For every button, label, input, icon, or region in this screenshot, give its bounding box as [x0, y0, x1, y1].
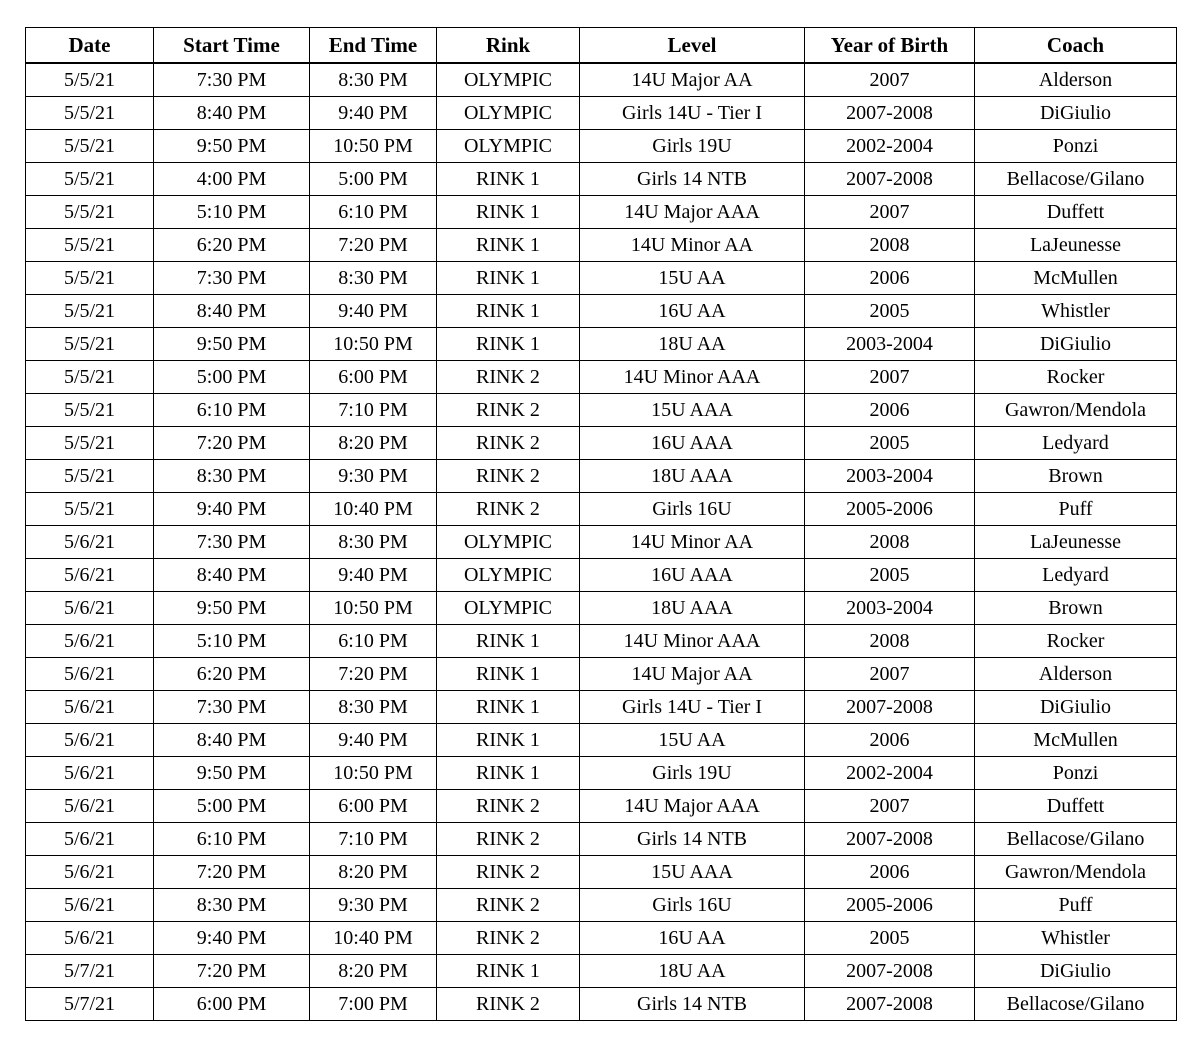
- cell-end-time: 8:30 PM: [310, 691, 437, 724]
- table-body: [26, 63, 1177, 1021]
- cell-date: 5/6/21: [26, 856, 154, 889]
- cell-end-time: 6:10 PM: [310, 196, 437, 229]
- cell-coach: Ledyard: [975, 559, 1177, 592]
- table-row: [26, 262, 1177, 295]
- cell-year-of-birth: 2006: [805, 724, 975, 757]
- cell-rink: OLYMPIC: [437, 526, 580, 559]
- cell-start-time: 6:10 PM: [154, 394, 310, 427]
- cell-end-time: 7:10 PM: [310, 823, 437, 856]
- table-header: [26, 28, 1177, 64]
- cell-start-time: 9:50 PM: [154, 130, 310, 163]
- table-row: [26, 592, 1177, 625]
- table-row: [26, 427, 1177, 460]
- cell-year-of-birth: 2005: [805, 922, 975, 955]
- cell-year-of-birth: 2007-2008: [805, 823, 975, 856]
- cell-year-of-birth: 2005: [805, 295, 975, 328]
- cell-level: 18U AAA: [580, 592, 805, 625]
- cell-rink: RINK 1: [437, 724, 580, 757]
- cell-date: 5/6/21: [26, 724, 154, 757]
- cell-end-time: 8:30 PM: [310, 526, 437, 559]
- cell-start-time: 7:30 PM: [154, 262, 310, 295]
- cell-coach: Duffett: [975, 196, 1177, 229]
- cell-year-of-birth: 2003-2004: [805, 592, 975, 625]
- table-row: [26, 63, 1177, 97]
- table-row: [26, 328, 1177, 361]
- table-row: [26, 823, 1177, 856]
- cell-coach: Bellacose/Gilano: [975, 163, 1177, 196]
- cell-year-of-birth: 2007: [805, 658, 975, 691]
- cell-level: 16U AA: [580, 295, 805, 328]
- cell-rink: RINK 2: [437, 394, 580, 427]
- cell-rink: RINK 2: [437, 988, 580, 1021]
- cell-end-time: 8:30 PM: [310, 63, 437, 97]
- cell-start-time: 7:30 PM: [154, 526, 310, 559]
- cell-end-time: 9:40 PM: [310, 295, 437, 328]
- cell-year-of-birth: 2007-2008: [805, 97, 975, 130]
- cell-date: 5/6/21: [26, 757, 154, 790]
- cell-rink: RINK 2: [437, 460, 580, 493]
- cell-rink: RINK 2: [437, 790, 580, 823]
- cell-start-time: 8:30 PM: [154, 460, 310, 493]
- cell-start-time: 6:00 PM: [154, 988, 310, 1021]
- cell-end-time: 7:10 PM: [310, 394, 437, 427]
- schedule-document: [25, 27, 1176, 1021]
- table-row: [26, 394, 1177, 427]
- cell-rink: RINK 2: [437, 427, 580, 460]
- cell-end-time: 10:50 PM: [310, 130, 437, 163]
- table-row: [26, 988, 1177, 1021]
- table-row: [26, 889, 1177, 922]
- cell-date: 5/5/21: [26, 493, 154, 526]
- cell-end-time: 9:40 PM: [310, 97, 437, 130]
- cell-coach: Brown: [975, 592, 1177, 625]
- cell-date: 5/7/21: [26, 955, 154, 988]
- cell-end-time: 6:00 PM: [310, 361, 437, 394]
- cell-start-time: 9:50 PM: [154, 328, 310, 361]
- cell-level: Girls 14 NTB: [580, 823, 805, 856]
- cell-rink: RINK 1: [437, 955, 580, 988]
- cell-coach: McMullen: [975, 262, 1177, 295]
- cell-end-time: 8:20 PM: [310, 856, 437, 889]
- cell-rink: RINK 1: [437, 196, 580, 229]
- cell-year-of-birth: 2008: [805, 526, 975, 559]
- cell-end-time: 8:20 PM: [310, 955, 437, 988]
- cell-start-time: 6:20 PM: [154, 229, 310, 262]
- cell-date: 5/6/21: [26, 625, 154, 658]
- cell-rink: RINK 1: [437, 163, 580, 196]
- cell-start-time: 7:20 PM: [154, 856, 310, 889]
- cell-end-time: 10:50 PM: [310, 328, 437, 361]
- cell-end-time: 6:10 PM: [310, 625, 437, 658]
- cell-start-time: 9:40 PM: [154, 493, 310, 526]
- cell-level: Girls 19U: [580, 757, 805, 790]
- cell-level: Girls 14U - Tier I: [580, 691, 805, 724]
- cell-level: 14U Major AAA: [580, 196, 805, 229]
- cell-rink: RINK 1: [437, 691, 580, 724]
- cell-end-time: 5:00 PM: [310, 163, 437, 196]
- cell-date: 5/6/21: [26, 691, 154, 724]
- cell-date: 5/5/21: [26, 262, 154, 295]
- cell-rink: RINK 1: [437, 229, 580, 262]
- cell-start-time: 8:40 PM: [154, 97, 310, 130]
- cell-coach: McMullen: [975, 724, 1177, 757]
- cell-start-time: 7:20 PM: [154, 427, 310, 460]
- cell-year-of-birth: 2007-2008: [805, 691, 975, 724]
- header-coach: Coach: [975, 28, 1177, 64]
- cell-rink: RINK 2: [437, 823, 580, 856]
- table-row: [26, 163, 1177, 196]
- cell-year-of-birth: 2006: [805, 262, 975, 295]
- table-row: [26, 625, 1177, 658]
- cell-coach: Brown: [975, 460, 1177, 493]
- cell-coach: Gawron/Mendola: [975, 394, 1177, 427]
- cell-start-time: 7:30 PM: [154, 63, 310, 97]
- cell-date: 5/5/21: [26, 394, 154, 427]
- cell-coach: Alderson: [975, 658, 1177, 691]
- cell-end-time: 10:50 PM: [310, 757, 437, 790]
- header-rink: Rink: [437, 28, 580, 64]
- cell-level: Girls 16U: [580, 493, 805, 526]
- cell-date: 5/5/21: [26, 130, 154, 163]
- cell-date: 5/5/21: [26, 328, 154, 361]
- header-start-time: Start Time: [154, 28, 310, 64]
- cell-coach: Bellacose/Gilano: [975, 823, 1177, 856]
- cell-year-of-birth: 2007: [805, 790, 975, 823]
- cell-coach: DiGiulio: [975, 328, 1177, 361]
- cell-year-of-birth: 2002-2004: [805, 130, 975, 163]
- table-row: [26, 130, 1177, 163]
- cell-rink: OLYMPIC: [437, 63, 580, 97]
- table-row: [26, 658, 1177, 691]
- header-row: [26, 28, 1177, 64]
- cell-level: 14U Minor AAA: [580, 361, 805, 394]
- cell-coach: Duffett: [975, 790, 1177, 823]
- cell-level: 15U AAA: [580, 856, 805, 889]
- cell-coach: Rocker: [975, 361, 1177, 394]
- cell-coach: DiGiulio: [975, 955, 1177, 988]
- cell-start-time: 9:50 PM: [154, 757, 310, 790]
- cell-year-of-birth: 2008: [805, 625, 975, 658]
- cell-year-of-birth: 2005-2006: [805, 889, 975, 922]
- table-row: [26, 691, 1177, 724]
- table-row: [26, 229, 1177, 262]
- cell-date: 5/6/21: [26, 658, 154, 691]
- cell-rink: RINK 2: [437, 856, 580, 889]
- cell-level: Girls 16U: [580, 889, 805, 922]
- cell-start-time: 8:40 PM: [154, 724, 310, 757]
- cell-end-time: 6:00 PM: [310, 790, 437, 823]
- cell-year-of-birth: 2007: [805, 63, 975, 97]
- header-date: Date: [26, 28, 154, 64]
- cell-level: 18U AAA: [580, 460, 805, 493]
- header-level: Level: [580, 28, 805, 64]
- table-row: [26, 955, 1177, 988]
- cell-date: 5/5/21: [26, 196, 154, 229]
- cell-date: 5/5/21: [26, 295, 154, 328]
- cell-start-time: 6:10 PM: [154, 823, 310, 856]
- cell-level: 18U AA: [580, 328, 805, 361]
- cell-coach: DiGiulio: [975, 691, 1177, 724]
- cell-level: 15U AA: [580, 262, 805, 295]
- cell-coach: Rocker: [975, 625, 1177, 658]
- cell-level: 16U AA: [580, 922, 805, 955]
- cell-year-of-birth: 2002-2004: [805, 757, 975, 790]
- cell-year-of-birth: 2008: [805, 229, 975, 262]
- cell-coach: Alderson: [975, 63, 1177, 97]
- cell-level: 14U Minor AAA: [580, 625, 805, 658]
- cell-year-of-birth: 2005: [805, 559, 975, 592]
- cell-level: 14U Major AA: [580, 658, 805, 691]
- cell-coach: Whistler: [975, 922, 1177, 955]
- cell-date: 5/5/21: [26, 361, 154, 394]
- cell-date: 5/6/21: [26, 922, 154, 955]
- cell-level: Girls 14U - Tier I: [580, 97, 805, 130]
- cell-rink: RINK 1: [437, 262, 580, 295]
- cell-level: 18U AA: [580, 955, 805, 988]
- cell-date: 5/7/21: [26, 988, 154, 1021]
- cell-start-time: 5:10 PM: [154, 625, 310, 658]
- cell-start-time: 8:40 PM: [154, 295, 310, 328]
- table-row: [26, 856, 1177, 889]
- cell-date: 5/6/21: [26, 592, 154, 625]
- table-row: [26, 295, 1177, 328]
- table-row: [26, 493, 1177, 526]
- cell-start-time: 8:40 PM: [154, 559, 310, 592]
- cell-level: Girls 19U: [580, 130, 805, 163]
- cell-end-time: 7:00 PM: [310, 988, 437, 1021]
- cell-coach: Ledyard: [975, 427, 1177, 460]
- cell-year-of-birth: 2007-2008: [805, 163, 975, 196]
- table-row: [26, 724, 1177, 757]
- cell-year-of-birth: 2003-2004: [805, 328, 975, 361]
- cell-date: 5/6/21: [26, 790, 154, 823]
- cell-level: 15U AAA: [580, 394, 805, 427]
- cell-year-of-birth: 2003-2004: [805, 460, 975, 493]
- cell-level: Girls 14 NTB: [580, 988, 805, 1021]
- cell-end-time: 8:20 PM: [310, 427, 437, 460]
- cell-coach: DiGiulio: [975, 97, 1177, 130]
- cell-end-time: 7:20 PM: [310, 658, 437, 691]
- cell-year-of-birth: 2007-2008: [805, 988, 975, 1021]
- cell-level: Girls 14 NTB: [580, 163, 805, 196]
- cell-date: 5/6/21: [26, 526, 154, 559]
- cell-date: 5/6/21: [26, 889, 154, 922]
- cell-coach: Gawron/Mendola: [975, 856, 1177, 889]
- header-end-time: End Time: [310, 28, 437, 64]
- header-year-of-birth: Year of Birth: [805, 28, 975, 64]
- cell-start-time: 7:20 PM: [154, 955, 310, 988]
- cell-year-of-birth: 2007: [805, 196, 975, 229]
- cell-date: 5/6/21: [26, 559, 154, 592]
- cell-coach: Whistler: [975, 295, 1177, 328]
- cell-rink: RINK 2: [437, 922, 580, 955]
- cell-end-time: 7:20 PM: [310, 229, 437, 262]
- cell-year-of-birth: 2007: [805, 361, 975, 394]
- cell-start-time: 8:30 PM: [154, 889, 310, 922]
- cell-date: 5/5/21: [26, 63, 154, 97]
- cell-level: 15U AA: [580, 724, 805, 757]
- cell-level: 14U Major AA: [580, 63, 805, 97]
- table-row: [26, 757, 1177, 790]
- cell-coach: Ponzi: [975, 130, 1177, 163]
- cell-coach: LaJeunesse: [975, 526, 1177, 559]
- table-row: [26, 922, 1177, 955]
- cell-coach: Bellacose/Gilano: [975, 988, 1177, 1021]
- cell-date: 5/5/21: [26, 163, 154, 196]
- cell-rink: RINK 1: [437, 658, 580, 691]
- table-row: [26, 460, 1177, 493]
- cell-start-time: 9:50 PM: [154, 592, 310, 625]
- cell-rink: RINK 2: [437, 493, 580, 526]
- cell-year-of-birth: 2006: [805, 394, 975, 427]
- cell-start-time: 5:10 PM: [154, 196, 310, 229]
- cell-rink: RINK 1: [437, 328, 580, 361]
- cell-rink: OLYMPIC: [437, 97, 580, 130]
- cell-rink: RINK 1: [437, 295, 580, 328]
- cell-start-time: 5:00 PM: [154, 790, 310, 823]
- cell-end-time: 9:40 PM: [310, 724, 437, 757]
- cell-rink: RINK 1: [437, 757, 580, 790]
- cell-date: 5/6/21: [26, 823, 154, 856]
- cell-rink: RINK 2: [437, 889, 580, 922]
- cell-end-time: 10:50 PM: [310, 592, 437, 625]
- cell-date: 5/5/21: [26, 97, 154, 130]
- cell-year-of-birth: 2007-2008: [805, 955, 975, 988]
- cell-start-time: 5:00 PM: [154, 361, 310, 394]
- cell-level: 14U Minor AA: [580, 526, 805, 559]
- table-row: [26, 526, 1177, 559]
- table-row: [26, 790, 1177, 823]
- cell-rink: OLYMPIC: [437, 559, 580, 592]
- cell-start-time: 7:30 PM: [154, 691, 310, 724]
- cell-level: 16U AAA: [580, 427, 805, 460]
- cell-rink: OLYMPIC: [437, 592, 580, 625]
- table-row: [26, 361, 1177, 394]
- schedule-table: [25, 27, 1177, 1021]
- cell-coach: Puff: [975, 889, 1177, 922]
- cell-start-time: 4:00 PM: [154, 163, 310, 196]
- cell-year-of-birth: 2005-2006: [805, 493, 975, 526]
- cell-end-time: 9:30 PM: [310, 460, 437, 493]
- cell-coach: Puff: [975, 493, 1177, 526]
- cell-date: 5/5/21: [26, 427, 154, 460]
- cell-date: 5/5/21: [26, 229, 154, 262]
- cell-end-time: 9:40 PM: [310, 559, 437, 592]
- table-row: [26, 97, 1177, 130]
- cell-level: 16U AAA: [580, 559, 805, 592]
- cell-year-of-birth: 2006: [805, 856, 975, 889]
- table-row: [26, 559, 1177, 592]
- cell-end-time: 8:30 PM: [310, 262, 437, 295]
- cell-level: 14U Major AAA: [580, 790, 805, 823]
- cell-date: 5/5/21: [26, 460, 154, 493]
- cell-end-time: 10:40 PM: [310, 493, 437, 526]
- cell-year-of-birth: 2005: [805, 427, 975, 460]
- cell-level: 14U Minor AA: [580, 229, 805, 262]
- cell-rink: RINK 2: [437, 361, 580, 394]
- cell-coach: Ponzi: [975, 757, 1177, 790]
- cell-start-time: 6:20 PM: [154, 658, 310, 691]
- cell-coach: LaJeunesse: [975, 229, 1177, 262]
- cell-rink: RINK 1: [437, 625, 580, 658]
- cell-rink: OLYMPIC: [437, 130, 580, 163]
- cell-end-time: 9:30 PM: [310, 889, 437, 922]
- cell-start-time: 9:40 PM: [154, 922, 310, 955]
- cell-end-time: 10:40 PM: [310, 922, 437, 955]
- table-row: [26, 196, 1177, 229]
